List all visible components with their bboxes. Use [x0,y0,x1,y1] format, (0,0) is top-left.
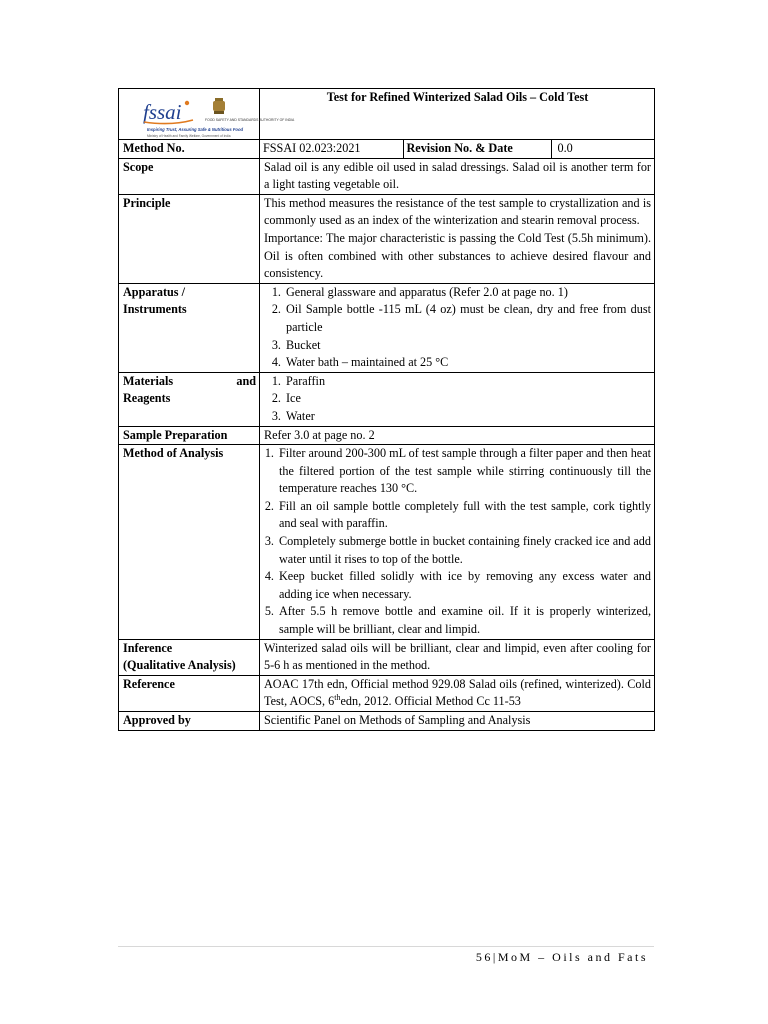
list-item: 3. Water [284,408,651,426]
revision-label: Revision No. & Date [403,140,551,158]
list-item: 1. Paraffin [284,373,651,391]
apparatus-label-1: Apparatus / [123,284,185,299]
logo-authority: FOOD SAFETY AND STANDARDS AUTHORITY OF INDIA [205,118,295,122]
svg-text:FOOD SAFETY AND STANDARDS AUTH [205,118,295,122]
method-row [119,445,655,640]
logo-ministry: Ministry of Health and Family Welfare, Government of India [147,134,231,138]
inference-label-1: Inference [123,640,173,655]
approved-text: Scientific Panel on Methods of Sampling and Analysis [260,712,655,731]
apparatus-row [119,283,655,372]
document-title: Test for Refined Winterized Salad Oils – Cold Test [260,89,655,140]
principle-label: Principle [119,194,260,283]
inference-row [119,639,655,675]
scope-row [119,158,655,194]
reference-row [119,675,655,711]
list-item: 2. Oil Sample bottle -115 mL (4 oz) must be clean, dry and free from dust particle [284,301,651,336]
reference-label: Reference [119,675,260,711]
page-footer [118,946,654,964]
list-item: 3. Bucket [284,337,651,355]
method-no-label: Method No. [119,140,260,159]
logo-brand: fssai [143,100,182,124]
list-item: 4. Water bath – maintained at 25 °C [284,354,651,372]
materials-label-1a: Materials [123,373,174,388]
list-item: 1. Filter around 200-300 mL of test sample through a filter paper and then heat the filtered portion of the test sample while stirring continuously till the temperature reaches 130 °C. [277,445,651,498]
scope-label: Scope [119,158,260,194]
approved-label: Approved by [119,712,260,731]
apparatus-list [264,284,651,372]
list-item: 4. Keep bucket filled solidly with ice by removing any excess water and adding ice when necessary. [277,568,651,603]
method-no-row [119,140,655,159]
method-steps [257,445,651,639]
header-row [119,89,655,140]
revision-value: 0.0 [557,141,573,155]
logo-cell [119,89,295,140]
apparatus-label-2: Instruments [123,302,187,317]
method-label: Method of Analysis [119,445,260,640]
materials-label-2: Reagents [123,391,171,406]
document-page [118,88,654,731]
principle-row [119,194,655,283]
sample-prep-row [119,426,655,445]
logo-tagline: Inspiring Trust, Assuring Safe & Nutritious Food [147,127,244,132]
principle-importance: Importance: The major characteristic is passing the Cold Test (5.5h minimum). Oil is often combined with other substances to achieve desired flavour and consistency. [264,230,651,281]
materials-list [264,373,651,426]
list-item: 5. After 5.5 h remove bottle and examine oil. If it is properly winterized, sample will be brilliant, clear and limpid. [277,603,651,638]
list-item: 3. Completely submerge bottle in bucket containing finely cracked ice and add water until it rises to top of the bottle. [277,533,651,568]
materials-row [119,372,655,426]
scope-text: Salad oil is any edible oil used in salad dressings. Salad oil is another term for a light tasting vegetable oil. [260,158,655,194]
reference-text: AOAC 17th edn, Official method 929.08 Salad oils (refined, winterized). Cold Test, AOCS, 6thedn, 2012. Official Method Cc 11-53 [260,675,655,711]
footer-text: 56|MoM – Oils and Fats [475,950,648,964]
method-table [118,88,655,731]
list-item: 1. General glassware and apparatus (Refer 2.0 at page no. 1) [284,284,651,302]
method-no-value: FSSAI 02.023:2021 [260,140,403,158]
fssai-logo [141,95,295,141]
sample-prep-label: Sample Preparation [119,426,260,445]
list-item: 2. Ice [284,390,651,408]
list-item: 2. Fill an oil sample bottle completely full with the test sample, cork tightly and seal with paraffin. [277,498,651,533]
sample-prep-text: Refer 3.0 at page no. 2 [260,426,655,445]
principle-text: This method measures the resistance of the test sample to crystallization and is commonly used as an index of the winterization and stearin removal process. [264,195,651,228]
materials-label-1b: and [236,373,256,388]
inference-label-2: (Qualitative Analysis) [123,658,236,673]
approved-row [119,712,655,731]
inference-text: Winterized salad oils will be brilliant, clear and limpid, even after cooling for 5-6 h as mentioned in the method. [260,639,655,675]
